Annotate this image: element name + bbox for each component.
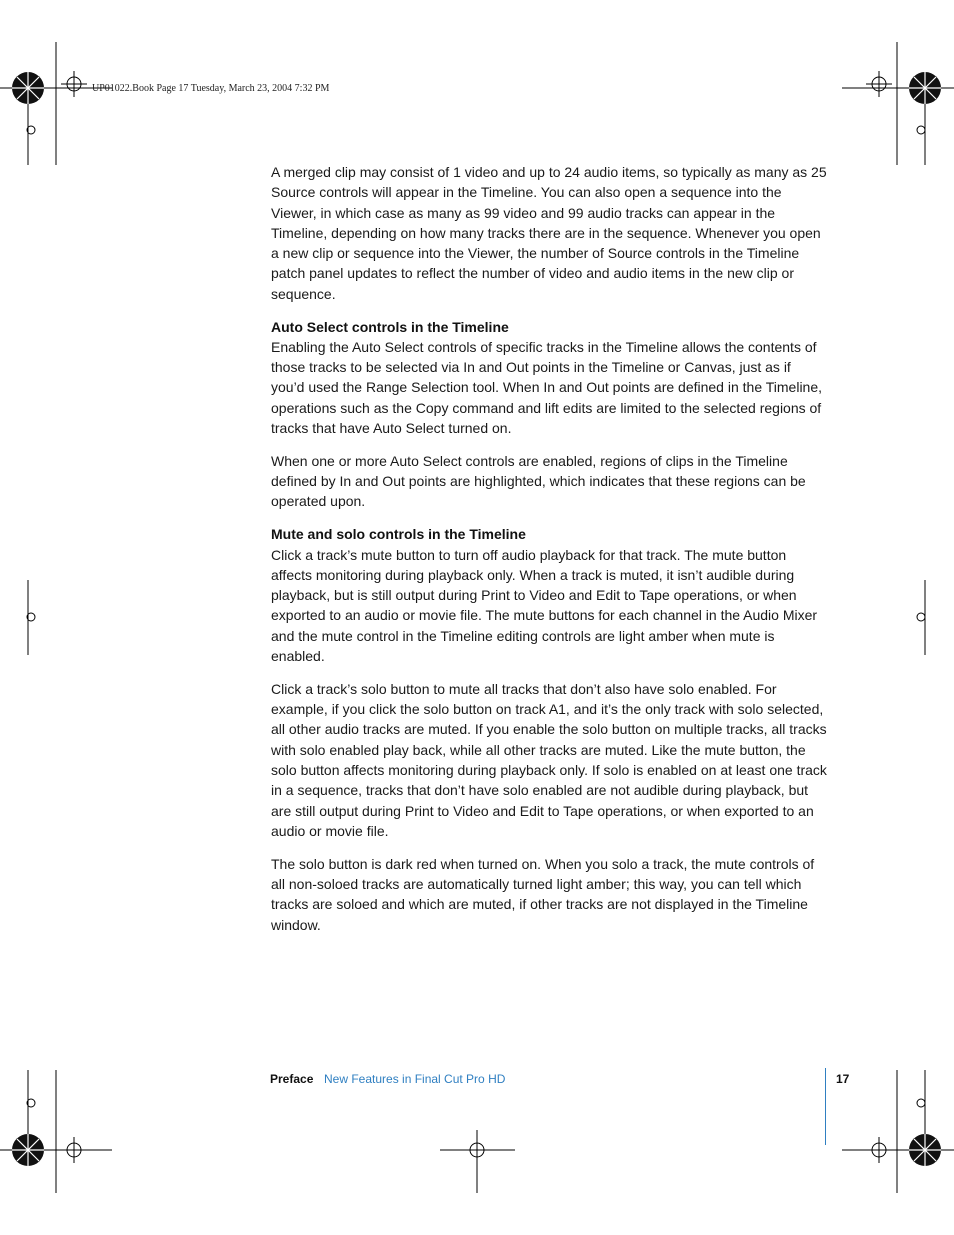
section-heading: Auto Select controls in the Timeline [271, 318, 509, 335]
page-number: 17 [836, 1072, 850, 1086]
print-slug: UP01022.Book Page 17 Tuesday, March 23, 2004 7:32 PM [92, 83, 330, 94]
page-content [271, 162, 827, 947]
section-heading: Mute and solo controls in the Timeline [271, 526, 526, 543]
body-paragraph: Click a track’s mute button to turn off audio playback for that track. The mute button affects monitoring during playback only. When a track is muted, it isn’t audible during playback, but is still output during Print to Video and Edit to Tape operations, or when exported to an audio or movie file. The mute buttons for each channel in the Audio Mixer and the mute control in the Timeline editing controls are light amber when mute is enabled. [271, 546, 818, 665]
footer-divider [825, 1068, 826, 1145]
footer-section-label: Preface [270, 1072, 314, 1086]
body-paragraph: The solo button is dark red when turned on. When you solo a track, the mute controls of all non-soloed tracks are automatically turned light amber; this way, you can tell which tracks are soloed and which are muted, if other tracks are not displayed in the Timeline window. [271, 855, 815, 933]
body-paragraph: When one or more Auto Select controls are enabled, regions of clips in the Timeline defined by In and Out points are highlighted, which indicates that these regions can be operated upon. [271, 452, 806, 510]
body-paragraph: Enabling the Auto Select controls of specific tracks in the Timeline allows the contents of those tracks to be selected via In and Out points in the Timeline or Canvas, just as if you’d used the Range Selection tool. When In and Out points are defined in the Timeline, operations such as the Copy command and lift edits are limited to the selected regions of tracks that have Auto Select turned on. [271, 338, 823, 437]
footer-chapter-title: New Features in Final Cut Pro HD [324, 1072, 506, 1086]
body-paragraph: A merged clip may consist of 1 video and up to 24 audio items, so typically as many as 25 Source controls will appear in the Timeline. You can also open a sequence into the Viewer, in which case as many as 99 video and 99 audio tracks can appear in the Timeline, depending on how many tracks there are in the sequence. Whenever you open a new clip or sequence into the Viewer, the number of Source controls in the Timeline patch panel updates to reflect the number of video and audio items in the new clip or sequence. [271, 164, 827, 302]
body-paragraph: Click a track’s solo button to mute all tracks that don’t also have solo enabled. For example, if you click the solo button on track A1, and it’s the only track with solo selected, all other audio tracks are muted. If you enable the solo button on multiple tracks, all tracks with solo enabled play back, while all other tracks are muted. Like the mute button, the solo button affects monitoring during playback only. If solo is enabled on at least one track in a sequence, tracks that don’t have solo enabled are not audible during playback, but are still output during Print to Video and Edit to Tape operations, or when exported to an audio or movie file. [271, 680, 827, 839]
